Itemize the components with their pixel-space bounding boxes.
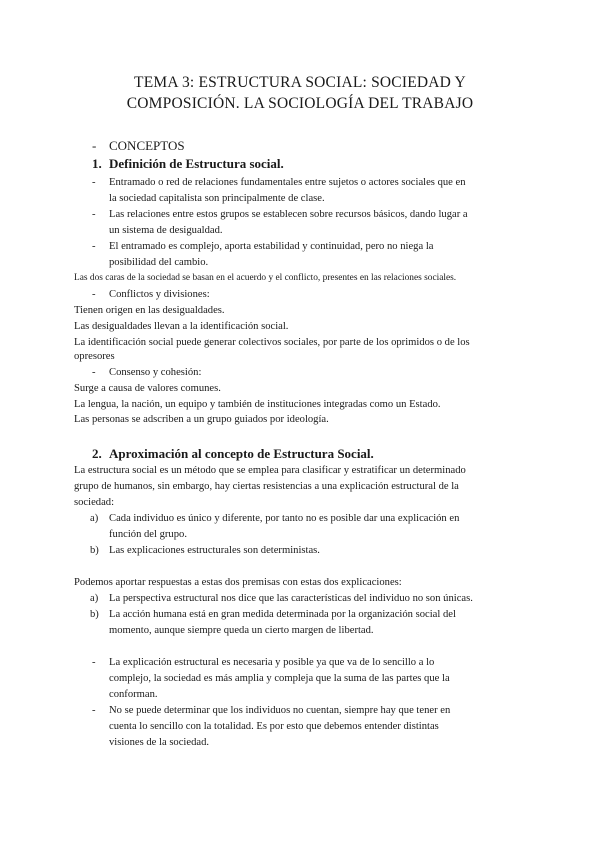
section-2-number: 2.	[92, 446, 102, 461]
conflictos-line-1: Tienen origen en las desigualdades.	[74, 305, 225, 316]
section-1-heading: Definición de Estructura social.	[109, 156, 284, 171]
s2-bullet-2-line-1: No se puede determinar que los individuos no cuentan, siempre hay que tener en	[109, 705, 451, 716]
concepts-label: CONCEPTOS	[109, 138, 185, 153]
s2-intro-line-2: grupo de humanos, sin embargo, hay ciertas resistencias a una explicación estructural de la	[74, 481, 459, 492]
s2-bullet-1-line-1: La explicación estructural es necesaria y posible ya que va de lo sencillo a lo	[109, 657, 435, 668]
conflictos-line-3: La identificación social puede generar colectivos sociales, por parte de los oprimidos o de los	[74, 337, 470, 348]
consenso-line-1: Surge a causa de valores comunes.	[74, 383, 221, 394]
bullet-dash: -	[92, 241, 96, 252]
consenso-line-3: Las personas se adscriben a un grupo guiados por ideología.	[74, 414, 329, 425]
bullet-dash: -	[92, 209, 96, 220]
section-2-heading: Aproximación al concepto de Estructura Social.	[109, 446, 374, 461]
bullet-dash: -	[92, 367, 96, 378]
respuestas-paragraph: Podemos aportar respuestas a estas dos premisas con estas dos explicaciones:	[74, 577, 402, 588]
bullet-dash: -	[92, 289, 96, 300]
s2-list2-b-line-2: momento, aunque siempre queda un cierto margen de libertad.	[109, 625, 374, 636]
s2-list2-b-line-1: La acción humana está en gran medida determinada por la organización social del	[109, 609, 456, 620]
s1-bullet-3-line-2: posibilidad del cambio.	[109, 257, 209, 268]
bullet-dash: -	[92, 705, 96, 716]
caras-paragraph: Las dos caras de la sociedad se basan en el acuerdo y el conflicto, presentes en las relaciones sociales.	[74, 273, 457, 283]
s2-list1-b-line-1: Las explicaciones estructurales son deterministas.	[109, 545, 320, 556]
s1-bullet-1-line-2: la sociedad capitalista son principalmente de clase.	[109, 193, 325, 204]
s2-bullet-1-line-3: conforman.	[109, 689, 158, 700]
bullet-dash: -	[92, 177, 96, 188]
conflictos-label: Conflictos y divisiones:	[109, 289, 210, 300]
s2-intro-line-1: La estructura social es un método que se emplea para clasificar y estratificar un determinado	[74, 465, 466, 476]
list-marker: b)	[90, 545, 99, 556]
section-1-number: 1.	[92, 156, 102, 171]
conflictos-line-2: Las desigualdades llevan a la identificación social.	[74, 321, 289, 332]
s2-bullet-1-line-2: complejo, la sociedad es más amplia y compleja que la suma de las partes que la	[109, 673, 450, 684]
consenso-line-2: La lengua, la nación, un equipo y también de instituciones integradas como un Estado.	[74, 399, 441, 410]
list-marker: a)	[90, 513, 99, 524]
bullet-dash: -	[92, 657, 96, 668]
s2-list2-a-line-1: La perspectiva estructural nos dice que las características del individuo no son únicas.	[109, 593, 473, 604]
conflictos-line-4: opresores	[74, 351, 115, 362]
s2-bullet-2-line-3: visiones de la sociedad.	[109, 737, 210, 748]
title-line-1: TEMA 3: ESTRUCTURA SOCIAL: SOCIEDAD Y	[134, 74, 466, 91]
s2-list1-a-line-2: función del grupo.	[109, 529, 187, 540]
title-line-2: COMPOSICIÓN. LA SOCIOLOGÍA DEL TRABAJO	[126, 95, 474, 112]
s2-list1-a-line-1: Cada individuo es único y diferente, por tanto no es posible dar una explicación en	[109, 513, 460, 524]
s2-bullet-2-line-2: cuenta lo sencillo con la totalidad. Es por esto que debemos entender distintas	[109, 721, 439, 732]
bullet-dash: -	[92, 138, 97, 153]
consenso-label: Consenso y cohesión:	[109, 367, 202, 378]
list-marker: b)	[90, 609, 99, 620]
s1-bullet-3-line-1: El entramado es complejo, aporta estabilidad y continuidad, pero no niega la	[109, 241, 434, 252]
s1-bullet-2-line-2: un sistema de desigualdad.	[109, 225, 223, 236]
s1-bullet-2-line-1: Las relaciones entre estos grupos se establecen sobre recursos básicos, dando lugar a	[109, 209, 468, 220]
s1-bullet-1-line-1: Entramado o red de relaciones fundamentales entre sujetos o actores sociales que en	[109, 177, 466, 188]
list-marker: a)	[90, 593, 99, 604]
s2-intro-line-3: sociedad:	[74, 497, 115, 508]
document-title	[60, 72, 540, 114]
